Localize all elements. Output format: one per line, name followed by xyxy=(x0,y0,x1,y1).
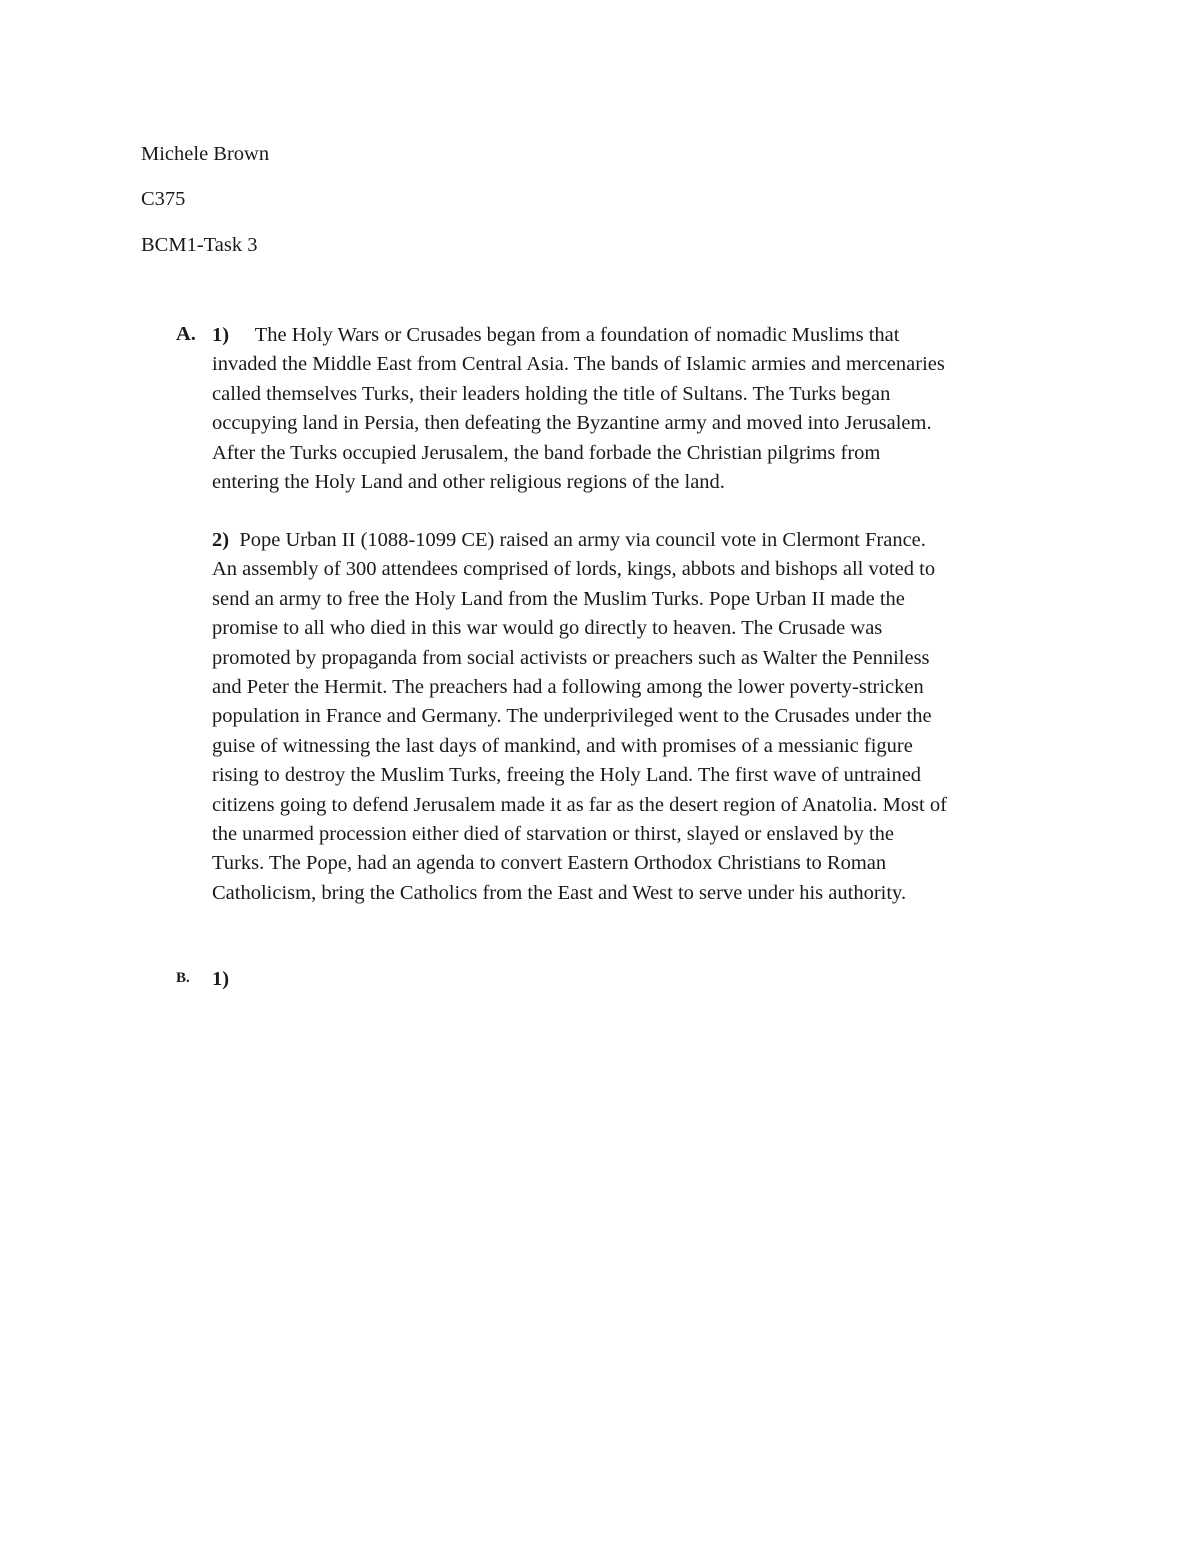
paragraph-line: entering the Holy Land and other religious regions of the land. xyxy=(212,471,725,494)
paragraph-line: called themselves Turks, their leaders holding the title of Sultans. The Turks began xyxy=(212,382,891,405)
paragraph-line: and Peter the Hermit. The preachers had a following among the lower poverty-stricken xyxy=(212,676,924,699)
paragraph-line: Turks. The Pope, had an agenda to convert Eastern Orthodox Christians to Roman xyxy=(212,852,887,875)
section-a-item-2-paragraph xyxy=(212,526,1072,908)
course-code: C375 xyxy=(141,188,186,210)
section-a-item-1-paragraph xyxy=(212,321,1072,497)
section-b-item-1-number: 1) xyxy=(212,968,230,990)
paragraph-line: After the Turks occupied Jerusalem, the band forbade the Christian pilgrims from xyxy=(212,441,881,464)
paragraph-line xyxy=(212,321,1072,350)
paragraph-line: Catholicism, bring the Catholics from the East and West to serve under his authority. xyxy=(212,881,907,904)
paragraph-line: rising to destroy the Muslim Turks, freeing the Holy Land. The first wave of untrained xyxy=(212,764,922,787)
paragraph-line xyxy=(212,526,1072,555)
paragraph-line: An assembly of 300 attendees comprised of lords, kings, abbots and bishops all voted to xyxy=(212,558,936,581)
paragraph-line: promise to all who died in this war would go directly to heaven. The Crusade was xyxy=(212,617,883,640)
paragraph-line: send an army to free the Holy Land from the Muslim Turks. Pope Urban II made the xyxy=(212,587,905,610)
item-number: 1) xyxy=(212,324,230,346)
author-name: Michele Brown xyxy=(141,143,270,165)
paragraph-line: guise of witnessing the last days of mankind, and with promises of a messianic figure xyxy=(212,734,913,757)
item-number: 2) xyxy=(212,529,230,551)
paragraph-line: population in France and Germany. The underprivileged went to the Crusades under the xyxy=(212,705,932,728)
task-title: BCM1-Task 3 xyxy=(141,234,258,256)
section-a-label: A. xyxy=(176,323,196,345)
paragraph-line: invaded the Middle East from Central Asia. The bands of Islamic armies and mercenaries xyxy=(212,353,945,376)
paragraph-line: citizens going to defend Jerusalem made it as far as the desert region of Anatolia. Most of xyxy=(212,793,947,816)
line-text: The Holy Wars or Crusades began from a foundation of nomadic Muslims that xyxy=(254,324,900,346)
paragraph-line: occupying land in Persia, then defeating the Byzantine army and moved into Jerusalem. xyxy=(212,412,932,435)
paragraph-line: the unarmed procession either died of starvation or thirst, slayed or enslaved by the xyxy=(212,823,894,846)
paragraph-line: promoted by propaganda from social activists or preachers such as Walter the Penniless xyxy=(212,646,930,669)
line-text: Pope Urban II (1088-1099 CE) raised an army via council vote in Clermont France. xyxy=(239,529,926,551)
section-b-label: B. xyxy=(176,970,190,986)
